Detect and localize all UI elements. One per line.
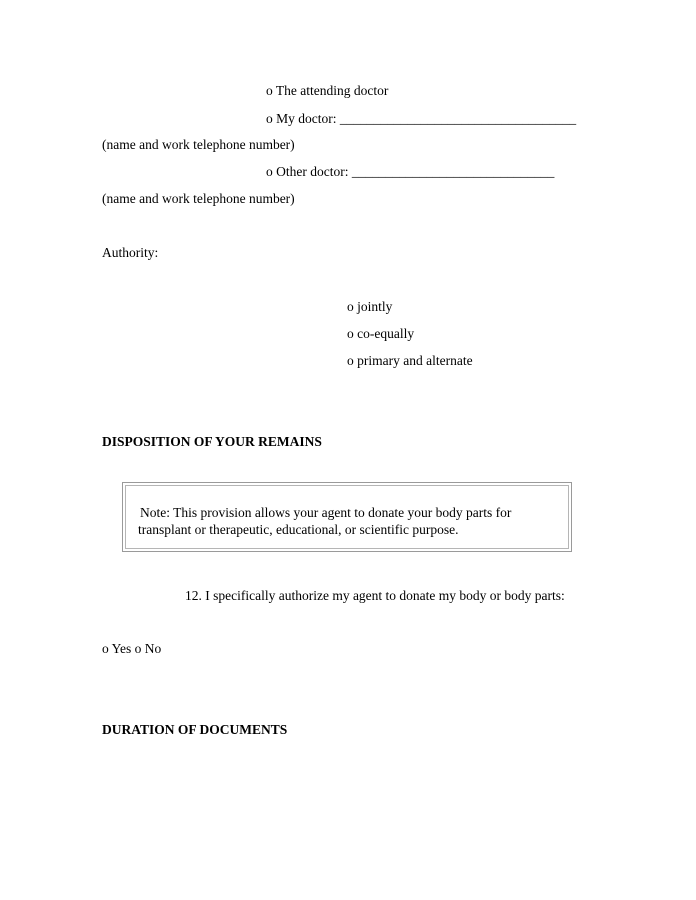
other-doctor-option[interactable]: o Other doctor: ______________________________ xyxy=(266,164,555,179)
my-doctor-option[interactable]: o My doctor: ___________________________________ xyxy=(266,111,577,126)
authority-label: Authority: xyxy=(102,245,159,260)
note-box-inner xyxy=(125,485,569,549)
note-line-2: transplant or therapeutic, educational, or scientific purpose. xyxy=(138,522,459,537)
attending-doctor-option[interactable]: o The attending doctor xyxy=(266,83,389,98)
authority-option-jointly[interactable]: o jointly xyxy=(347,299,393,314)
note-line-1: Note: This provision allows your agent to donate your body parts for xyxy=(140,505,512,520)
remains-section-heading: DISPOSITION OF YOUR REMAINS xyxy=(102,434,322,449)
yes-no-options[interactable]: o Yes o No xyxy=(102,641,162,656)
authority-option-primary-alternate[interactable]: o primary and alternate xyxy=(347,353,473,368)
authority-option-co-equally[interactable]: o co-equally xyxy=(347,326,415,341)
other-doctor-caption: (name and work telephone number) xyxy=(102,191,295,206)
duration-section-heading: DURATION OF DOCUMENTS xyxy=(102,722,288,737)
item-12-text: 12. I specifically authorize my agent to donate my body or body parts: xyxy=(185,588,565,603)
note-box xyxy=(122,482,572,552)
my-doctor-caption: (name and work telephone number) xyxy=(102,137,295,152)
